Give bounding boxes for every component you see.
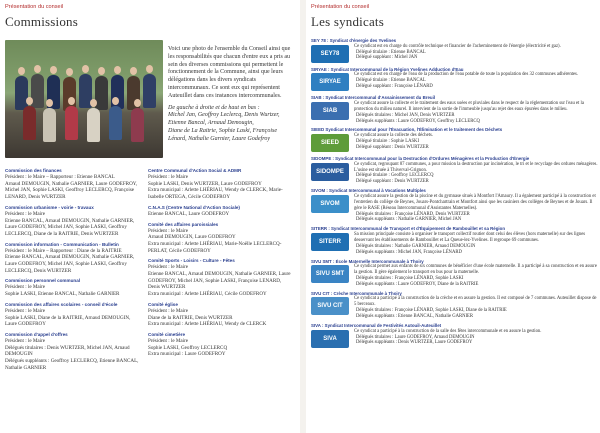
right-page [306, 0, 600, 433]
syndicat-body [311, 264, 598, 288]
photo-caption [168, 105, 292, 144]
syndicat-logo: SIAB [311, 102, 349, 120]
syndicat-description: Ce syndicat a participé à la construction de la crèche et en assure la gestion. Il est composé de 7 communes. Auteuillet dispose de 5 berceaux. [354, 296, 597, 308]
commission-block [148, 205, 293, 218]
syndicat-delegates: Délégués titulaires : Michel JAN, Denis WURTZER [356, 112, 455, 118]
commission-block [148, 332, 293, 358]
syndicat-body [311, 101, 598, 125]
syndicat-block [311, 291, 598, 320]
commission-line: Sophie LASKI, Etienne BANCAL, Nathalie GARNIER [5, 291, 120, 298]
commission-block [5, 242, 143, 275]
syndicat-block [311, 38, 598, 64]
commission-line: Président : le Maire – Rapporteur : Diane de la RAITRIE [5, 247, 122, 254]
commission-line: Etienne BANCAL, Arnaud DEMOUGIN, Nathalie GARNIER, Laure GODEFROY, Michel JAN, Sophie LASKI, Françoise LENARD, Denis WURTZER [148, 271, 291, 291]
commission-line: Délégués titulaires : Denis WURTZER, Michel JAN, Arnaud DEMOUGIN [5, 344, 130, 358]
syndicat-text [354, 329, 541, 347]
section-label: Présentation du conseil [311, 4, 370, 10]
syndicat-text [354, 232, 598, 256]
syndicat-delegates: Délégués titulaires : Françoise LÉNARD, Denis WURTZER [356, 211, 470, 217]
commission-block [5, 278, 143, 297]
syndicat-description: Ce syndicat assure la collecte et le traitement des eaux usées et pluviales dans le respect de la réglementation sur l'eau et la protection du milieu naturel. Il intervient de la sortie de l'immeuble jusqu'au rejet des eaux épurées dans le milieu. [354, 100, 584, 112]
commission-title: Commission personnel communal [5, 278, 81, 284]
commission-block [5, 302, 143, 328]
commission-line: Extra municipal : Arlette LHÉRIAU, Marie-Noëlle LECLERCQ-PERLAT, Cécile GODEFROY [148, 240, 282, 254]
commission-line: Arnaud DEMOUGIN, Laure GODEFROY [148, 234, 236, 241]
syndicat-description: Ce syndicat permet aux enfants de six communes de bénéficier d'une école maternelle. Il a participé à sa construction et en assure la gestion. Il gère également le transport en bus pour la maternelle. [354, 264, 597, 276]
commission-line: Président : le Maire [148, 337, 189, 344]
syndicat-title: SIVU SMT : École Maternelle Intercommunale à Thoiry [311, 258, 424, 264]
syndicat-delegates: Délégué titulaire : Sophie LASKI [356, 138, 420, 144]
syndicat-body [311, 232, 598, 256]
caption-line: Michel Jan, Geoffroy Leclercq, Denis Wurtzer, Etienne Bancal, Arnaud Demougin, [168, 112, 280, 127]
syndicat-title: SIVA : Syndicat Intercommunal de Festivités Autouil-Auteuillet [311, 323, 442, 328]
syndicat-block [311, 67, 598, 93]
syndicat-block [311, 156, 598, 185]
syndicat-text [354, 101, 598, 125]
commission-block [148, 168, 293, 201]
syndicat-title: SEY 78 : Syndicat d'énergie des Yvelines [311, 38, 397, 43]
commission-line: Extra municipal : Arlette LHÉRIAU, Cécile GODEFROY [148, 291, 267, 298]
council-group-photo [5, 40, 163, 158]
commission-title: Commission information - Communication - Bulletin [5, 241, 119, 247]
syndicat-body [311, 296, 598, 320]
syndicat-description: Ce syndicat est en charge du contrôle technique et financier de l'acheminement de l'énergie (électricité et gaz). [354, 43, 561, 49]
syndicats-list [311, 38, 598, 352]
commission-line: Sophie LASKI, Diane de la RAITRIE, Arnaud DEMOUGIN, Laure GODEFROY [5, 314, 131, 328]
syndicat-body [311, 194, 598, 224]
commission-line: Etienne BANCAL, Arnaud DEMOUGIN, Nathalie GARNIER, Laure GODEFROY, Michel JAN, Sophie LASKI, Geoffroy LECLERCQ, Denis WURTZER [5, 254, 135, 274]
commission-title: Centre Communal d'Action Social & ADMR [148, 168, 242, 173]
syndicat-title: SITERR : Syndicat Intercommunal de Transport et d'Équipement de Rambouillet et sa Région [311, 226, 506, 232]
syndicat-title: SIVOM : Syndicat Intercommunal à Vocations Multiples [311, 188, 426, 194]
commission-line: Délégués suppléants : Geoffroy LECLERCQ, Etienne BANCAL, Nathalie GARNIER [5, 358, 139, 371]
commission-title: Comité église [148, 301, 178, 307]
commission-block [5, 205, 143, 238]
syndicat-text [354, 264, 598, 288]
syndicat-delegates: Délégué suppléant : Françoise LÉNARD [356, 84, 433, 89]
commission-line: Diane de la RAITRIE, Denis WURTZER [148, 314, 233, 321]
syndicat-logo: SIVOM [311, 195, 349, 213]
syndicat-logo: SIEED [311, 134, 349, 152]
commission-line: Président : le Maire [148, 174, 189, 180]
commission-block [148, 258, 293, 298]
syndicat-description: Ce syndicat a participé à la construction de la salle des fêtes intercommunale et en assure la gestion. [354, 328, 542, 334]
syndicat-delegates: Délégué suppléant : Denis WURTZER [356, 144, 429, 150]
commission-line: Etienne BANCAL, Laure GODEFROY [148, 210, 230, 217]
commission-line: Extra municipal : Laure GODEFROY [148, 351, 226, 358]
commission-block [5, 332, 143, 372]
commission-line: Sophie LASKI, Denis WURTZER, Laure GODEFROY [148, 180, 262, 187]
commission-block [148, 302, 293, 328]
syndicat-text [354, 133, 433, 151]
syndicat-text [354, 296, 598, 320]
commission-title: C.N.A.S (Centre National d'Action Sociale) [148, 204, 240, 210]
commission-block [5, 168, 143, 201]
syndicat-logo: SIRYAE [311, 73, 349, 91]
syndicat-title: SIVU CIT : Crèche Intercommunale à Thoiry [311, 290, 402, 296]
page-title: Commissions [5, 14, 78, 29]
syndicat-logo: SIVU CIT [311, 297, 349, 315]
page-title: Les syndicats [311, 14, 385, 29]
syndicat-delegates: Délégués suppléants : Laure GODEFROY, Diane de la RAITRIE [356, 281, 479, 287]
commission-line: Extra municipal : Arlette LHÉRIAU, Wendy de CLERCK, Marie-Isabelle ORTEGA, Cécile GODEFROY [148, 187, 283, 201]
syndicat-logo: SEY78 [311, 45, 349, 63]
syndicat-description: Ce syndicat, regroupant 87 communes, a pour mission la destruction par incinération, le tri et le recyclage des ordures ménagères. L'usine est située à Thiverval-Grignon. [354, 161, 598, 173]
syndicat-body [311, 72, 598, 92]
syndicat-description: Ce syndicat assure la gestion de la piscine et du gymnase situés à Montfort l'Amaury. Il a également participé à la construction et l'entretien du collège de Beynes, Jouars-Pontchartrain et Montfort ainsi que les casiniers des collèges de Beynes et de Jouars. Il gère le RASE (Réseau Intercommunal d'Assistantes Maternelles). [354, 193, 596, 211]
syndicat-body [311, 162, 598, 186]
syndicat-block [311, 259, 598, 288]
syndicat-block [311, 226, 598, 255]
commission-title: Commission d'appel d'offres [5, 331, 68, 337]
syndicat-title: SIDOMPE : Syndicat Intercommunal pour la Destruction d'Ordures Ménagères et la Production d'Énergie [311, 156, 530, 161]
syndicat-delegates: Délégué titulaire : Etienne BANCAL [356, 78, 426, 84]
syndicat-body [311, 133, 598, 153]
syndicat-delegates: Délégués titulaires : Laure GODEFROY, Arnaud DEMOUGIN [356, 334, 475, 340]
commission-title: Commission urbanisme - voirie - travaux [5, 204, 94, 210]
commission-title: Commission des finances [5, 168, 62, 173]
syndicat-logo: SIVU SMT [311, 265, 349, 283]
syndicat-logo: SIVA [311, 330, 349, 348]
commission-line: Président : le Maire [5, 307, 46, 314]
commission-title: Comité Sports - Loisirs - Culture - Fêtes [148, 258, 235, 264]
commissions-column-1 [5, 168, 143, 375]
syndicat-delegates: Délégués suppléants : Nathalie GARNIER, Michel JAN [356, 217, 462, 223]
syndicat-block [311, 323, 598, 349]
commission-line: Arnaud DEMOUGIN, Nathalie GARNIER, Laure GODEFROY, Michel JAN, Sophie LASKI, Geoffroy LECLERCQ, Françoise LENARD, Denis WURTZER [5, 180, 138, 201]
syndicat-body [311, 44, 598, 64]
syndicat-delegates: Délégués titulaires : Nathalie GARNIER, Arnaud DEMOUGIN [356, 243, 476, 249]
syndicat-delegates: Délégués titulaires : Françoise LÉNARD, Sophie LASKI [356, 275, 464, 281]
syndicat-delegates: Délégué suppléant : Michel JAN [356, 55, 418, 61]
syndicat-body [311, 329, 598, 349]
commission-line: Président : le Maire [5, 210, 46, 217]
caption-line: Diane de La Raitrie, Sophie Laski, Françoise Lénard, Nathalie Garnier, Laure Godefroy [168, 127, 277, 142]
commission-line: Etienne BANCAL, Arnaud DEMOUGIN, Nathalie GARNIER, Laure GODEFROY, Michel JAN, Sophie LASKI, Geoffroy LECLERCQ, Diane de la RAITRIE, Denis WURTZER [5, 217, 135, 237]
commission-line: Président : le Maire [148, 307, 189, 314]
caption-line: De gauche à droite et de haut en bas : [168, 104, 260, 111]
commissions-column-2 [148, 168, 293, 362]
commission-line: Président : le Maire [5, 284, 46, 291]
syndicat-description: Ce syndicat assure la collecte des déchets. [354, 133, 434, 138]
syndicat-title: SIEED Syndicat Intercommunal pour l'Évacuation, l'Élimination et le traitement des Déchets [311, 127, 503, 133]
syndicat-delegates: Délégués suppléants : Etienne BANCAL, Nathalie GARNIER [356, 314, 474, 320]
commission-line: Président : le Maire [148, 264, 189, 271]
intro-paragraph: Voici une photo de l'ensemble du Conseil ainsi que les responsabilités que chacun d'entre eux a pris au sein des diverses commissions qui permettent le fonctionnement de la Commune, ainsi que leurs délégations dans les divers syndicats intercommunaux. Ce sont eux qui représentent Auteuillet dans ces instances intercommunales. [168, 46, 291, 99]
syndicat-block [311, 188, 598, 223]
syndicat-delegates: Délégué titulaire : Geoffroy LECLERCQ [356, 173, 434, 179]
syndicat-delegates: Délégués titulaires : Françoise LÉNARD, Sophie LASKI, Diane de la RAITRIE [356, 308, 507, 314]
syndicat-logo: SITERR [311, 233, 349, 251]
syndicat-text [354, 194, 598, 224]
commission-title: Comité des affaires paroissiales [148, 221, 219, 227]
syndicat-block [311, 127, 598, 153]
syndicat-delegates: Délégué suppléant : Denis WURTZER [356, 179, 429, 185]
commission-line: Président : le Maire [148, 227, 189, 234]
syndicat-delegates: Délégué titulaire : Etienne BANCAL [356, 49, 426, 55]
commission-title: Comité cimetière [148, 331, 186, 337]
syndicat-text [354, 162, 598, 186]
syndicat-description: Sa mission principale consiste à organiser le transport collectif routier dont celui des élèves (hors maternelle) sur des lignes desservant les établissements de Rambouillet et La Queue-lez-Yvelines. Il regroupe 69 communes. [354, 231, 586, 243]
commission-line: Sophie LASKI, Geoffroy LECLERCQ [148, 344, 228, 351]
syndicat-text [354, 44, 561, 62]
intro-text [168, 46, 292, 148]
commission-line: Extra municipal : Arlette LHÉRIAU, Wendy de CLERCK [148, 321, 267, 328]
commission-title: Commission des affaires scolaires - conseil d'école [5, 301, 118, 307]
syndicat-title: SIRYAE : Syndicat Intercommunal de la Région Yvelines Adduction d'Eau [311, 66, 464, 72]
syndicat-delegates: Délégués suppléants : Michel JAN, Françoise LÉNARD [356, 249, 462, 255]
syndicat-description: Ce syndicat est en charge de l'eau de la production de l'eau potable de toute la population des 32 communes adhérentes. [354, 72, 579, 78]
syndicat-block [311, 95, 598, 124]
syndicat-delegates: Délégués suppléants : Denis WURTZER, Laure GODEFROY [356, 340, 473, 346]
commission-block [148, 222, 293, 255]
syndicat-delegates: Délégués suppléants : Laure GODEFROY, Geoffroy LECLERCQ [356, 118, 480, 124]
syndicat-title: SIAB : Syndicat Intercommunal d'Assainissement du Breuil [311, 95, 436, 101]
syndicat-logo: SIDOMPE [311, 163, 349, 181]
section-label: Présentation du conseil [5, 4, 64, 10]
syndicat-text [354, 72, 578, 90]
commission-line: Président : le Maire – Rapporteur : Etienne BANCAL [5, 174, 115, 180]
commission-line: Président : le Maire [5, 337, 46, 344]
